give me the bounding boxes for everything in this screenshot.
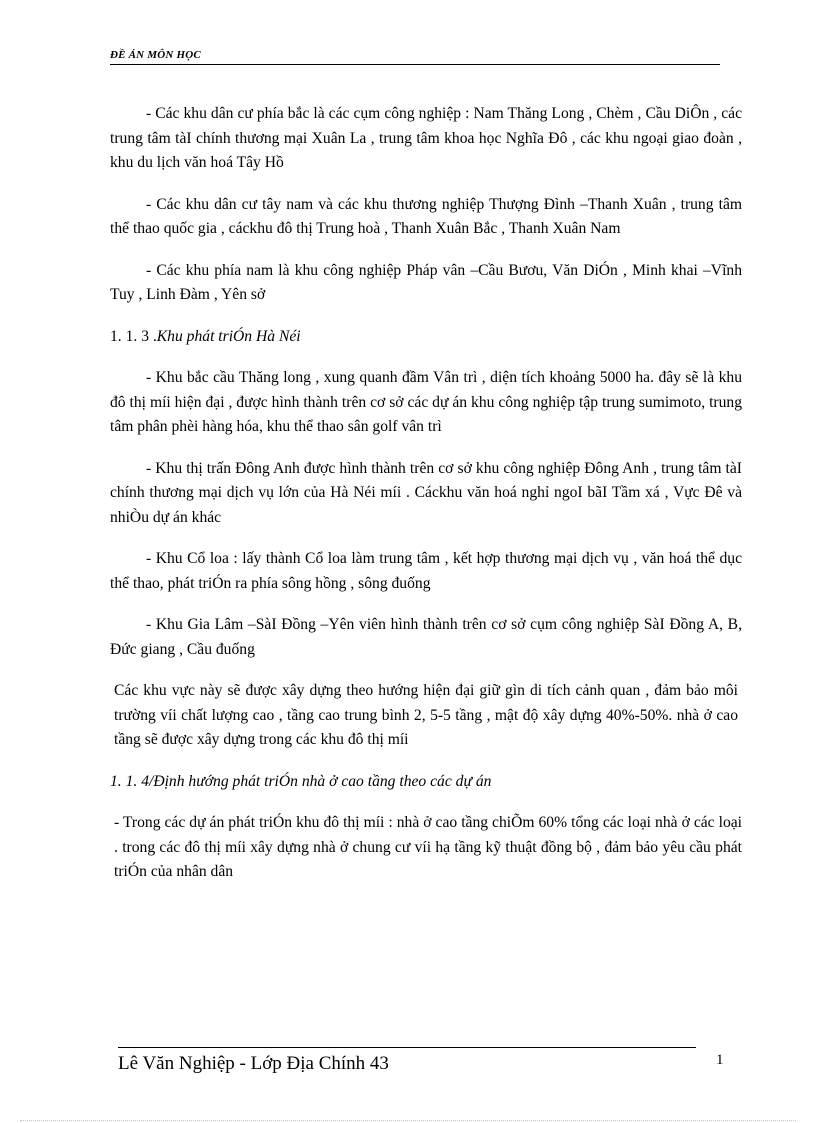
- header-title: ĐỀ ÁN MÔN HỌC: [110, 49, 201, 61]
- paragraph-southwest-residential: - Các khu dân cư tây nam và các khu thương nghiệp Thượng Đình –Thanh Xuân , trung tâm thể thao quốc gia , cáckhu đô thị Trung hoà , Thanh Xuân Bắc , Thanh Xuân Nam: [110, 195, 742, 237]
- paragraph-north-residential: - Các khu dân cư phía bắc là các cụm công nghiệp : Nam Thăng Long , Chèm , Cầu DiÔn , các trung tâm tàI chính thương mại Xuân La , trung tâm khoa học Nghĩa Đô , các khu ngoại giao đoàn , khu du lịch văn hoá Tây Hồ: [110, 105, 742, 171]
- paragraph-south-zone: - Các khu phía nam là khu công nghiệp Pháp vân –Cầu Bươu, Văn DiÓn , Minh khai –Vĩnh Tuy , Linh Đàm , Yên sở: [110, 261, 742, 303]
- paragraph-high-rise-projects: - Trong các dự án phát triÓn khu đô thị míi : nhà ở cao tầng chiÕm 60% tổng các loại nhà ở các loại . trong các đô thị míi xây dựng nhà ở chung cư víi hạ tầng kỹ thuật đồng bộ , đảm bảo yêu cầu phát triÓn của nhân dân: [114, 814, 742, 880]
- paragraph-dong-anh: - Khu thị trấn Đông Anh được hình thành trên cơ sở khu công nghiệp Đông Anh , trung tâm tàI chính thương mại dịch vụ lớn của Hà Néi míi . Cáckhu văn hoá nghỉ ngoI bãI Tầm xá , Vực Đê và nhiÒu dự án khác: [110, 459, 742, 526]
- section-number: 1. 1. 3 .: [110, 327, 157, 345]
- paragraph-summary: Các khu vực này sẽ được xây dựng theo hướng hiện đại giữ gìn di tích cảnh quan , đảm bảo môi trường víi chất lượng cao , tầng cao trung bình 2, 5-5 tầng , mật độ xây dựng 40%-50%. nhà ở cao tầng sẽ được xây dựng trong các khu đô thị míi: [114, 682, 738, 748]
- header-rule: [110, 64, 720, 65]
- section-heading-1-1-3: [110, 325, 742, 350]
- footer-author: Lê Văn Nghiệp - Lớp Địa Chính 43: [118, 1053, 389, 1074]
- section-title: Khu phát triÓn Hà Néi: [156, 327, 301, 345]
- document-body: [110, 102, 742, 902]
- section-heading-1-1-4: 1. 1. 4/Định hướng phát triÓn nhà ở cao tầng theo các dự án: [110, 772, 492, 790]
- paragraph-thang-long-north: - Khu bắc cầu Thăng long , xung quanh đầm Vân trì , diện tích khoảng 5000 ha. đây sẽ là khu đô thị míi hiện đại , được hình thành trên cơ sở các dự án khu công nghiệp tập trung sumimoto, trung tâm phân phèi hàng hóa, khu thể thao sân golf vân trì: [110, 369, 742, 435]
- paragraph-co-loa: - Khu Cổ loa : lấy thành Cổ loa làm trung tâm , kết hợp thương mại dịch vụ , văn hoá thể dục thể thao, phát triÓn ra phía sông hồng , sông đuống: [110, 550, 742, 592]
- page-number: 1: [716, 1052, 724, 1068]
- footer-rule: [118, 1047, 696, 1048]
- page-edge-divider: [20, 1120, 796, 1121]
- paragraph-gia-lam: - Khu Gia Lâm –SàI Đồng –Yên viên hình thành trên cơ sở cụm công nghiệp SàI Đồng A, B, Đức giang , Cầu đuống: [110, 616, 742, 658]
